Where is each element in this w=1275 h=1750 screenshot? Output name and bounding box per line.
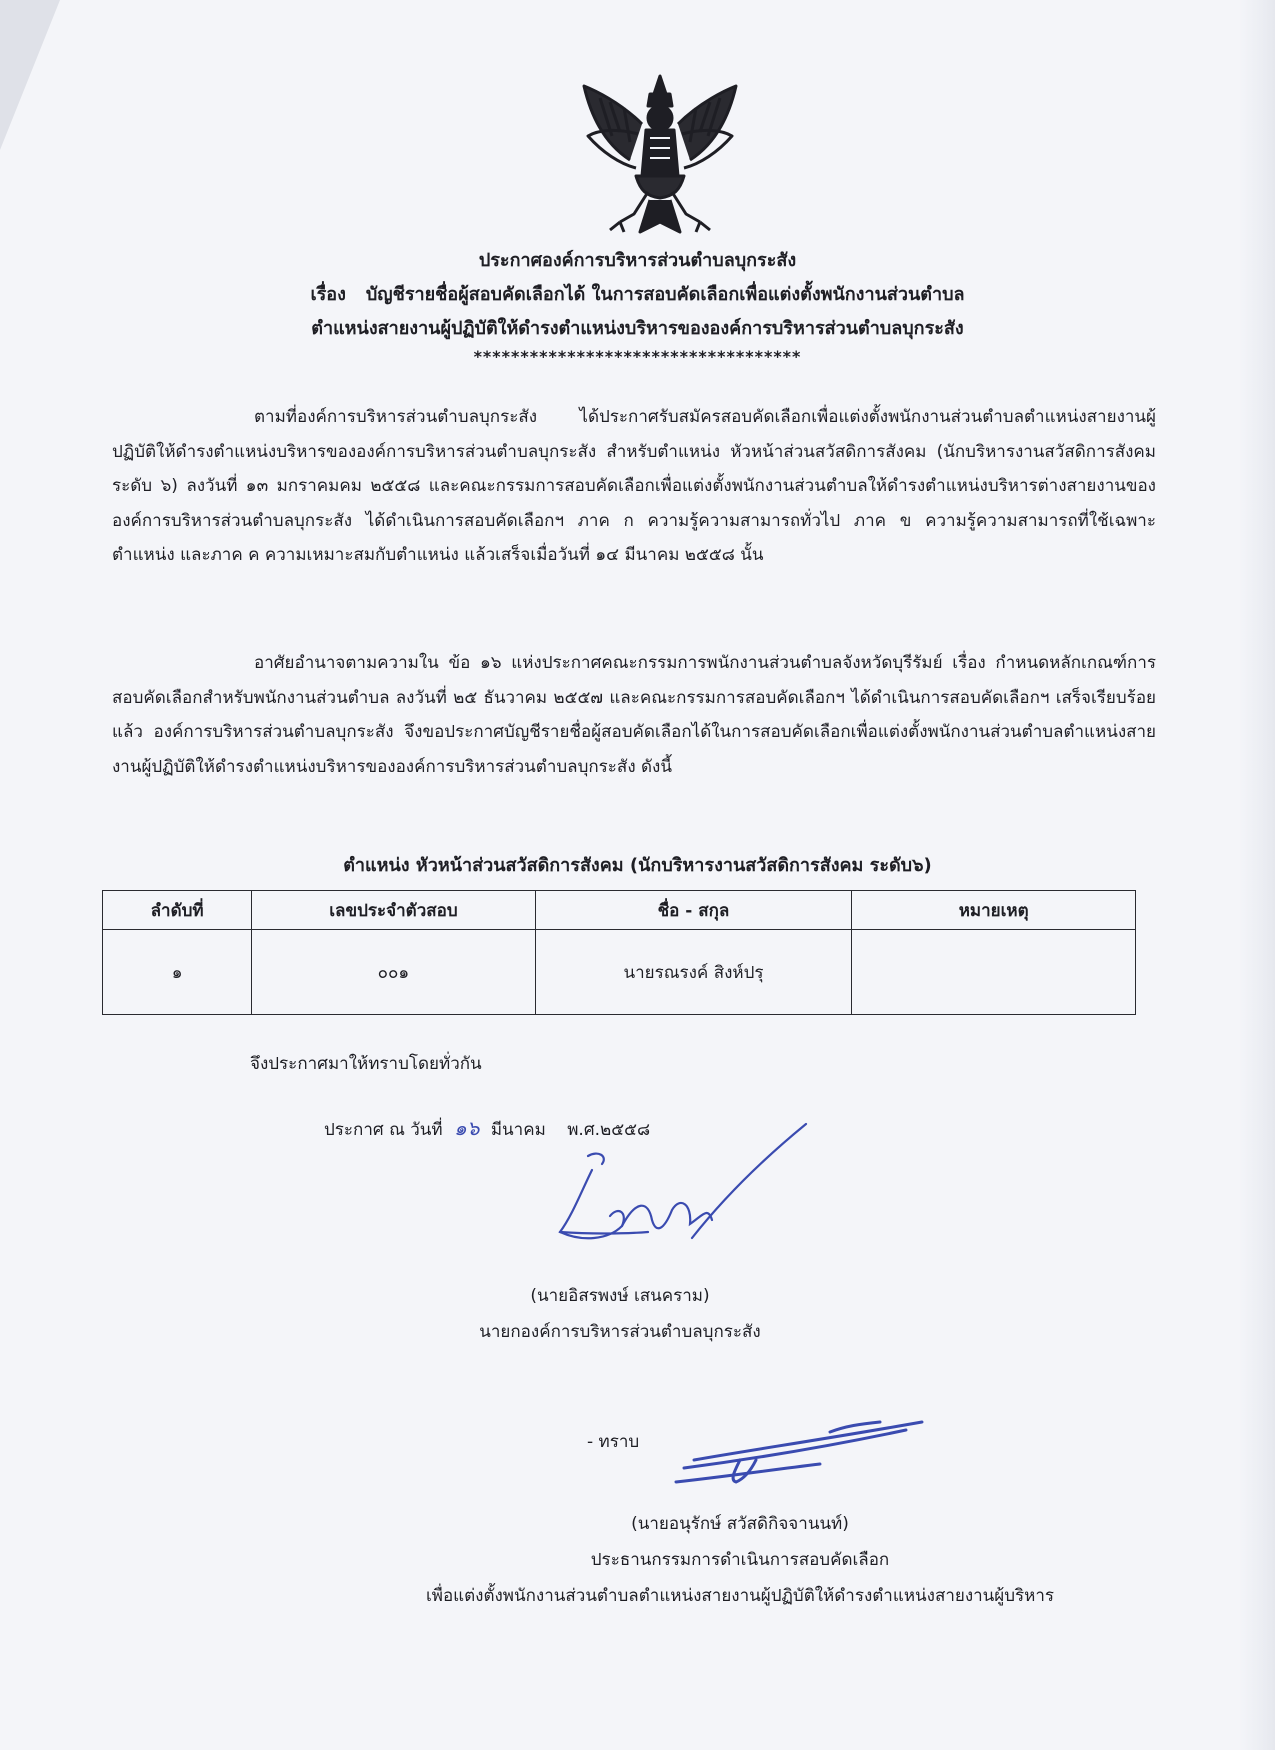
header-note: หมายเหตุ — [852, 891, 1136, 930]
table-row — [103, 930, 1136, 1015]
subject-text-1: บัญชีรายชื่อผู้สอบคัดเลือกได้ ในการสอบคัดเลือกเพื่อแต่งตั้งพนักงานส่วนตำบล — [365, 284, 965, 305]
closing-statement: จึงประกาศมาให้ทราบโดยทั่วกัน — [250, 1054, 482, 1074]
document-header — [0, 244, 1275, 368]
date-year: พ.ศ.๒๕๕๘ — [567, 1120, 651, 1140]
results-table — [102, 890, 1136, 1015]
signature-1-icon — [552, 1120, 812, 1260]
signature-2-icon — [670, 1410, 930, 1490]
signer-2-block — [300, 1506, 1180, 1614]
signer-2-name: (นายอนุรักษ์ สวัสดิกิจจานนท์) — [631, 1514, 849, 1534]
cell-seq: ๑ — [103, 930, 252, 1015]
header-name: ชื่อ - สกุล — [535, 891, 852, 930]
header-separator: *********************************** — [473, 347, 802, 366]
subject-line-1 — [0, 278, 1275, 312]
position-title: ตำแหน่ง หัวหน้าส่วนสวัสดิการสังคม (นักบริหารงานสวัสดิการสังคม ระดับ๖) — [343, 855, 932, 876]
document-title: ประกาศองค์การบริหารส่วนตำบลบุกระสัง — [478, 250, 797, 271]
garuda-emblem-icon — [580, 72, 740, 240]
acknowledge-label: - ทราบ — [587, 1432, 640, 1452]
subject-line-2: ตำแหน่งสายงานผู้ปฏิบัติให้ดำรงตำแหน่งบริหารขององค์การบริหารส่วนตำบลบุกระสัง — [311, 318, 964, 339]
date-day: ๑๖ — [454, 1116, 480, 1140]
header-exam-id: เลขประจำตัวสอบ — [252, 891, 535, 930]
subject-label: เรื่อง — [310, 284, 346, 305]
table-header-row — [103, 891, 1136, 930]
folded-corner — [0, 0, 60, 150]
cell-note — [852, 930, 1136, 1015]
cell-name: นายรณรงค์ สิงห์ปรุ — [535, 930, 852, 1015]
signer-1-title: นายกองค์การบริหารส่วนตำบลบุกระสัง — [479, 1322, 761, 1342]
body-paragraph-1: ตามที่องค์การบริหารส่วนตำบลบุกระสัง ได้ประกาศรับสมัครสอบคัดเลือกเพื่อแต่งตั้งพนักงานส่วนตำบลตำแหน่งสายงานผู้ปฏิบัติให้ดำรงตำแหน่งบริหารขององค์การบริหารส่วนตำบลบุกระสัง สำหรับตำแหน่ง หัวหน้าส่วนสวัสดิการสังคม (นักบริหารงานสวัสดิการสังคม ระดับ ๖) ลงวันที่ ๑๓ มกราคมคม ๒๕๕๘ และคณะกรรมการสอบคัดเลือกเพื่อแต่งตั้งพนักงานส่วนตำบลให้ดำรงตำแหน่งบริหารต่างสายงานขององค์การบริหารส่วนตำบลบุกระสัง ได้ดำเนินการสอบคัดเลือกฯ ภาค ก ความรู้ความสามารถทั่วไป ภาค ข ความรู้ความสามารถที่ใช้เฉพาะตำแหน่ง และภาค ค ความเหมาะสมกับตำแหน่ง แล้วเสร็จเมื่อวันที่ ๑๔ มีนาคม ๒๕๕๘ นั้น — [112, 407, 1156, 565]
signer-1-block — [400, 1278, 840, 1350]
signer-1-name: (นายอิสรพงษ์ เสนคราม) — [530, 1286, 710, 1306]
signer-2-title-1: ประธานกรรมการดำเนินการสอบคัดเลือก — [590, 1550, 890, 1570]
body-paragraph-2: อาศัยอำนาจตามความใน ข้อ ๑๖ แห่งประกาศคณะกรรมการพนักงานส่วนตำบลจังหวัดบุรีรัมย์ เรื่อง กำหนดหลักเกณฑ์การสอบคัดเลือกสำหรับพนักงานส่วนตำบล ลงวันที่ ๒๕ ธันวาคม ๒๕๕๗ และคณะกรรมการสอบคัดเลือกฯ ได้ดำเนินการสอบคัดเลือกฯ เสร็จเรียบร้อยแล้ว องค์การบริหารส่วนตำบลบุกระสัง จึงขอประกาศบัญชีรายชื่อผู้สอบคัดเลือกได้ในการสอบคัดเลือกเพื่อแต่งตั้งพนักงานส่วนตำบลตำแหน่งสายงานผู้ปฏิบัติให้ดำรงตำแหน่งบริหารขององค์การบริหารส่วนตำบลบุกระสัง ดังนี้ — [112, 653, 1156, 777]
cell-exam-id: ๐๐๑ — [252, 930, 535, 1015]
date-month: มีนาคม — [490, 1120, 546, 1140]
signer-2-title-2: เพื่อแต่งตั้งพนักงานส่วนตำบลตำแหน่งสายงานผู้ปฏิบัติให้ดำรงตำแหน่งสายงานผู้บริหาร — [425, 1586, 1055, 1606]
date-prefix: ประกาศ ณ วันที่ — [324, 1120, 443, 1140]
header-seq: ลำดับที่ — [103, 891, 252, 930]
